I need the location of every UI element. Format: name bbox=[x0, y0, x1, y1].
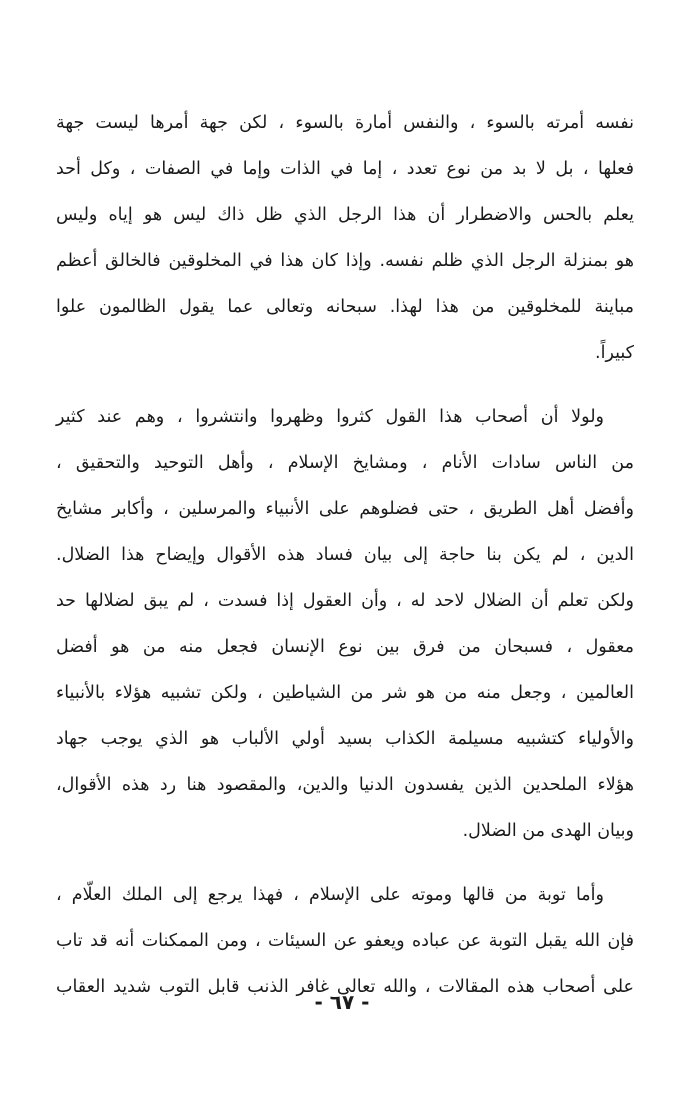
text-line: العالمين ، وجعل منه من هو شر من الشياطين ، ولكن تشبيه هؤلاء بالأنبياء bbox=[56, 683, 634, 703]
text-line: وبيان الهدى من الضلال. bbox=[462, 821, 634, 841]
text-line: ولكن تعلم أن الضلال لاحد له ، وأن العقول إذا فسدت ، لم يبق لضلالها حد bbox=[56, 591, 634, 611]
text-line: كبيراً. bbox=[595, 343, 634, 363]
text-line: معقول ، فسبحان من فرق بين نوع الإنسان فجعل منه من هو أفضل bbox=[56, 637, 634, 657]
paragraph bbox=[56, 100, 634, 376]
text-line: على أصحاب هذه المقالات ، والله تعالى غافر الذنب قابل التوب شديد العقاب bbox=[56, 977, 634, 997]
page-number: - ٦٧ - bbox=[314, 990, 370, 1014]
paragraph-spacer bbox=[56, 376, 634, 394]
text-line: والأولياء كتشبيه مسيلمة الكذاب بسيد أولي الألباب هو الذي يوجب جهاد bbox=[56, 729, 634, 749]
paragraph-spacer bbox=[56, 854, 634, 872]
text-line: يعلم بالحس والاضطرار أن هذا الرجل الذي ظل ذاك ليس هو إياه وليس bbox=[56, 205, 634, 225]
text-line: وأفضل أهل الطريق ، حتى فضلوهم على الأنبياء والمرسلين ، وأكابر مشايخ bbox=[56, 499, 634, 519]
text-line: هو بمنزلة الرجل الذي ظلم نفسه. وإذا كان هذا في المخلوقين فالخالق أعظم bbox=[56, 251, 634, 271]
text-line: فعلها ، بل لا بد من نوع تعدد ، إما في الذات وإما في الصفات ، وكل أحد bbox=[56, 159, 634, 179]
text-line: الدين ، لم يكن بنا حاجة إلى بيان فساد هذه الأقوال وإيضاح هذا الضلال. bbox=[56, 545, 634, 565]
text-line: وأما توبة من قالها وموته على الإسلام ، فهذا يرجع إلى الملك العلّام ، bbox=[56, 885, 604, 905]
text-line: هؤلاء الملحدين الذين يفسدون الدنيا والدين، والمقصود هنا رد هذه الأقوال، bbox=[56, 775, 634, 795]
paragraph bbox=[56, 394, 634, 854]
text-line: مباينة للمخلوقين من هذا لهذا. سبحانه وتعالى عما يقول الظالمون علوا bbox=[56, 297, 634, 317]
text-line: ولولا أن أصحاب هذا القول كثروا وظهروا وانتشروا ، وهم عند كثير bbox=[56, 407, 604, 427]
text-line: من الناس سادات الأنام ، ومشايخ الإسلام ، وأهل التوحيد والتحقيق ، bbox=[56, 453, 634, 473]
book-page-body bbox=[56, 100, 634, 1010]
text-line: فإن الله يقبل التوبة عن عباده ويعفو عن السيئات ، ومن الممكنات أنه قد تاب bbox=[56, 931, 634, 951]
text-line: نفسه أمرته بالسوء ، والنفس أمارة بالسوء ، لكن جهة أمرها ليست جهة bbox=[56, 113, 634, 133]
